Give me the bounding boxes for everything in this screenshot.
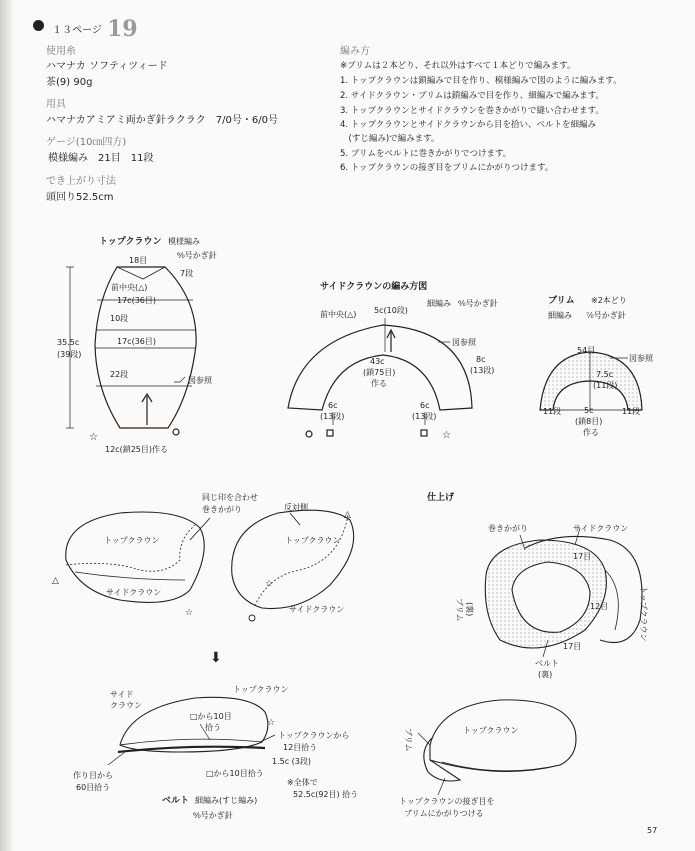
belt-pick-1: □から10目 <box>190 712 232 721</box>
finish-m17b: 17目 <box>563 642 582 651</box>
yarn-heading: 使用糸 <box>46 46 76 57</box>
finish-side-crown: サイドクラウン <box>573 524 629 533</box>
side-crown-right-rows: (13段) <box>470 366 495 375</box>
final-top-crown: トップクラウン <box>463 726 519 735</box>
top-crown-rows-mid: 10段 <box>110 314 129 323</box>
page-number: 57 <box>647 826 658 835</box>
finish-side-curve <box>605 570 618 630</box>
brim-rows-right: 11段 <box>622 407 641 416</box>
side-crown-see-fig: 図参照 <box>452 338 476 347</box>
belt-leader-2 <box>260 735 275 742</box>
side-crown-length-chain: (鎖75目) <box>363 368 396 377</box>
assembly-left-seam <box>66 525 195 571</box>
top-crown-width-1: 17c(36目) <box>117 296 156 305</box>
side-crown-diagram <box>288 318 472 437</box>
brim-base-chain: (鎖8目) <box>575 417 603 426</box>
brim-rows-left: 11段 <box>543 407 562 416</box>
top-crown-hook: ⁶⁄₀号かぎ針 <box>177 251 217 260</box>
side-crown-end-right-rows: (13段) <box>412 412 437 421</box>
belt-leader-3 <box>108 752 125 765</box>
belt-crown-label: クラウン <box>110 701 142 710</box>
assembly-leader-1 <box>190 518 210 540</box>
finish-belt-back-2: (裏) <box>538 670 553 679</box>
page-ref: １３ページ <box>52 25 102 36</box>
assembly-marks <box>190 513 300 621</box>
instruction-step-4-cont: (すじ編み)で編みます。 <box>340 134 440 144</box>
finish-m12: 12目 <box>590 602 609 611</box>
top-crown-see-fig: 図参照 <box>188 376 212 385</box>
brim-width: 7.5c <box>596 370 614 379</box>
belt-hook: ⁶⁄₀号かぎ針 <box>193 811 233 820</box>
assembly-left-star-icon: ☆ <box>185 608 194 618</box>
assembly-left-top-label: トップクラウン <box>104 536 160 545</box>
brim-title: ブリム <box>548 296 575 306</box>
assembly-right-top-label: トップクラウン <box>285 536 341 545</box>
finish-whipstitch: 巻きかがり <box>488 524 528 533</box>
side-crown-stitch: 細編み <box>427 299 451 308</box>
belt-pick-2: □から10目拾う <box>206 769 264 778</box>
finish-belt-back: ベルト <box>535 659 559 668</box>
belt-total: 52.5c(92目) 拾う <box>293 790 359 799</box>
assembly-match-marks: 同じ印を合わせ <box>202 493 258 502</box>
top-crown-end-mark <box>173 429 179 435</box>
side-crown-center-front: 前中央(△) <box>320 310 357 319</box>
instruction-step-5: 5. ブリムをベルトに巻きかがりでつけます。 <box>340 149 512 159</box>
side-crown-star-icon: ☆ <box>442 430 451 441</box>
brim-see-fig: 図参照 <box>629 354 653 363</box>
final-brim: ブリム <box>404 728 413 752</box>
final-hat-crown <box>430 700 576 772</box>
top-crown-diagram <box>66 267 196 435</box>
finish-brim-back: ブリム <box>455 598 464 622</box>
instruction-step-2: 2. サイドクラウン・ブリムは鎖編みで目を作り、細編みで編みます。 <box>340 91 605 101</box>
final-note-1: トップクラウンの接ぎ目を <box>399 797 495 806</box>
final-leader-2 <box>438 778 445 795</box>
instruction-step-6: 6. トップクラウンの接ぎ目をブリムにかがりつけます。 <box>340 163 554 173</box>
assembly-right-triangle-icon: △ <box>344 510 351 520</box>
instruction-step-3: 3. トップクラウンとサイドクラウンを巻きかがりで縫い合わせます。 <box>340 106 604 116</box>
top-crown-leader <box>174 377 185 382</box>
down-arrow-icon: ⬇ <box>210 650 222 666</box>
assembly-right-circle-mark <box>249 615 255 621</box>
belt-from-top: トップクラウンから <box>278 731 350 740</box>
top-crown-stitch: 模様編み <box>168 237 200 246</box>
side-crown-right-width: 8c <box>476 355 486 364</box>
top-crown-top-width: 18目 <box>129 256 148 265</box>
belt-top-label: トップクラウン <box>233 685 289 694</box>
pattern-number: 19 <box>107 16 138 42</box>
top-crown-width-2: 17c(36目) <box>117 337 156 346</box>
tools-heading: 用具 <box>46 99 66 110</box>
final-hat-band <box>442 762 560 771</box>
side-crown-length: 43c <box>370 357 385 366</box>
instructions-heading: 編み方 <box>340 46 370 57</box>
assembly-right-piece <box>232 510 354 608</box>
side-crown-end-right: 6c <box>420 401 430 410</box>
belt-star-icon: ☆ <box>267 718 276 728</box>
belt-total-note: ※全体で <box>287 778 318 787</box>
brim-base-make: 作る <box>583 428 599 437</box>
finish-title: 仕上げ <box>427 493 455 503</box>
side-crown-top-rows: 5c(10段) <box>374 306 408 315</box>
side-crown-length-make: 作る <box>371 379 387 388</box>
gauge-text: 模様編み 21目 11段 <box>48 153 154 164</box>
finish-diagram <box>485 528 642 657</box>
tools-text: ハマナカアミアミ両かぎ針ラクラク 7/0号・6/0号 <box>46 115 278 126</box>
assembly-leader-2 <box>290 513 300 525</box>
brim-stitch: 細編み <box>548 311 572 320</box>
brim-outline <box>540 352 642 410</box>
instruction-step-4: 4. トップクラウンとサイドクラウンから目を拾い、ベルトを細編み <box>340 120 597 130</box>
belt-pick-1b: 拾う <box>205 723 221 732</box>
top-crown-rows-bottom: 22段 <box>110 370 129 379</box>
assembly-reverse: 反対側 <box>284 503 308 512</box>
top-crown-height: 35.5c <box>57 338 80 347</box>
top-crown-star-icon: ☆ <box>89 432 98 443</box>
belt-pick-60: 60目拾う <box>76 783 111 792</box>
side-crown-left-square-mark <box>327 430 333 436</box>
yarn-amount: 茶(9) 90g <box>46 77 93 88</box>
belt-rows: 1.5c (3段) <box>272 757 311 766</box>
yarn-name: ハマナカ ソフティツィード <box>46 61 168 72</box>
assembly-right-side-label: サイドクラウン <box>289 605 345 614</box>
side-crown-right-square-mark <box>421 430 427 436</box>
top-crown-upper-notch <box>117 267 165 279</box>
brim-note: ※2本どり <box>591 296 627 305</box>
assembly-right-outline <box>232 510 354 608</box>
top-crown-center-front: 前中央(△) <box>111 283 148 292</box>
belt-start: 作り目から <box>73 771 113 780</box>
final-hat-diagram <box>418 700 576 795</box>
belt-side-label: サイド <box>110 690 134 699</box>
finish-top-crown: トップクラウン <box>639 586 648 642</box>
brim-base: 5c <box>584 406 594 415</box>
assembly-right-star-icon: ☆ <box>265 579 274 589</box>
final-note-2: ブリムにかがりつける <box>404 809 484 818</box>
belt-band-top <box>120 739 262 745</box>
belt-title: ベルト <box>162 796 190 806</box>
top-crown-title: トップクラウン <box>99 237 162 247</box>
brim-width-rows: (11段) <box>593 381 618 390</box>
belt-pick-12: 12目拾う <box>283 743 318 752</box>
assembly-whipstitch: 巻きかがり <box>202 505 242 514</box>
top-crown-base: 12c(鎖25目)作る <box>105 445 168 454</box>
assembly-left-inner-line <box>75 572 185 580</box>
gauge-heading: ゲージ(10㎝四方) <box>46 137 127 148</box>
brim-hook: ⁷⁄₀号かぎ針 <box>586 311 626 320</box>
belt-stitch: 細編み(すじ編み) <box>195 796 258 805</box>
side-crown-hook: ⁶⁄₀号かぎ針 <box>458 299 498 308</box>
belt-hat-outline <box>120 697 268 752</box>
belt-band-bottom <box>118 747 265 752</box>
side-crown-left-circle-mark <box>306 431 312 437</box>
assembly-left-triangle-icon: △ <box>52 576 59 586</box>
assembly-left-side-label: サイドクラウン <box>106 588 162 597</box>
instruction-step-1: 1. トップクラウンは鎖編みで目を作り、模様編みで図のように編みます。 <box>340 76 622 86</box>
top-crown-rows-top: 7段 <box>180 269 194 278</box>
final-leader-1 <box>418 733 430 745</box>
instructions-note: ※ブリムは２本どり、それ以外はすべて１本どりで編みます。 <box>340 61 576 71</box>
brim-top-stitches: 54目 <box>577 346 596 355</box>
brim-diagram <box>540 352 642 410</box>
assembly-right-seam <box>255 515 348 605</box>
size-text: 頭回り52.5cm <box>46 192 114 203</box>
top-crown-height-rows: (39段) <box>57 350 82 359</box>
side-crown-title: サイドクラウンの編み方図 <box>320 282 428 292</box>
finish-brim-back-2: (裏) <box>465 602 474 617</box>
side-crown-end-left: 6c <box>328 401 338 410</box>
finish-m17a: 17目 <box>573 552 592 561</box>
size-heading: でき上がり寸法 <box>46 176 116 187</box>
side-crown-end-left-rows: (13段) <box>320 412 345 421</box>
